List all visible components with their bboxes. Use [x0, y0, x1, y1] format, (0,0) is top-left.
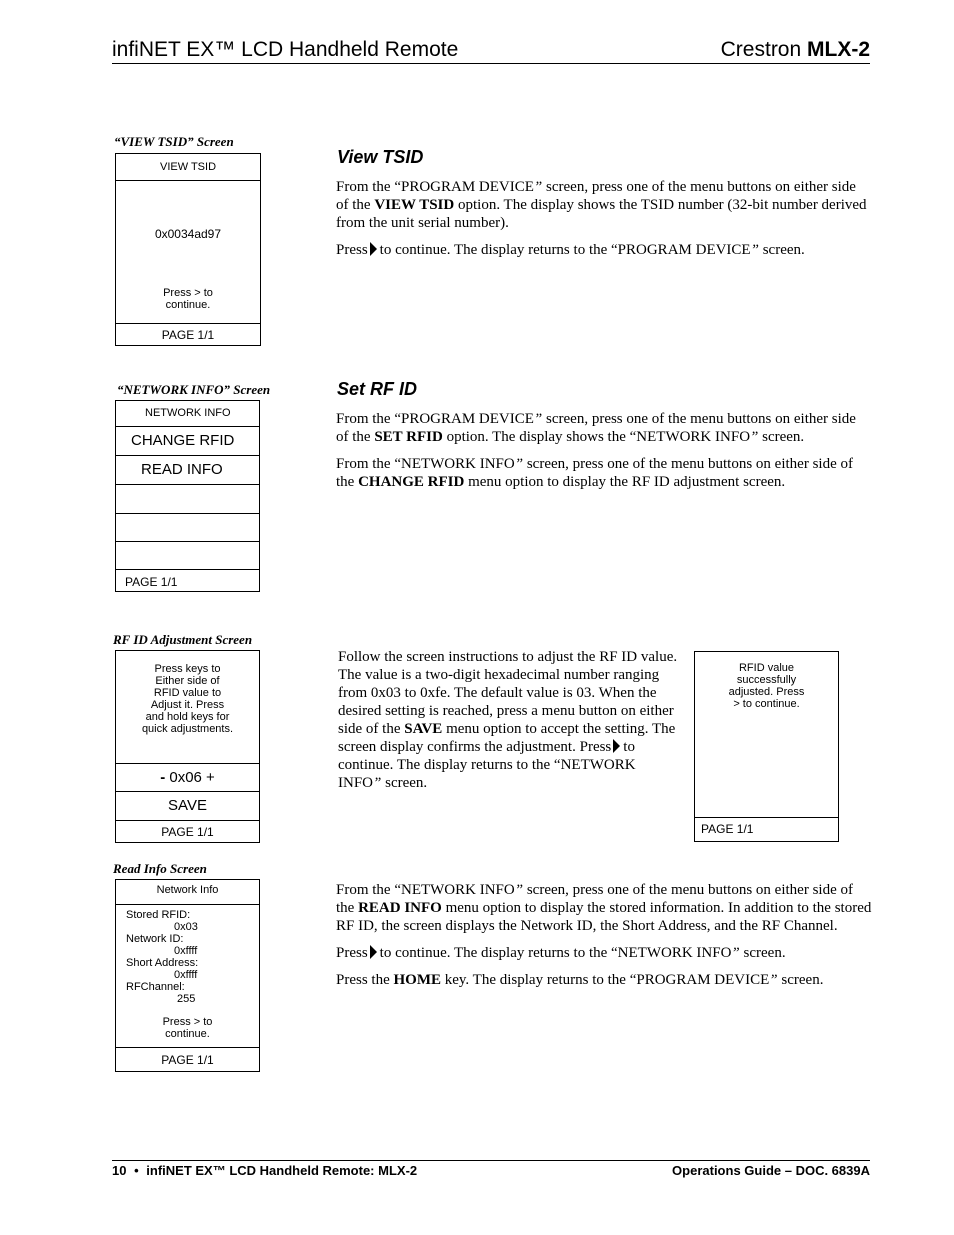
header-product	[721, 38, 870, 62]
text-run: ”	[514, 456, 524, 472]
text-run: From the “PROGRAM DEVICE	[336, 411, 534, 427]
save-menu-option	[116, 791, 259, 821]
footer-doc-title: infiNET EX™ LCD Handheld Remote: MLX-2	[146, 1163, 418, 1178]
read-info-title-text: Network Info	[156, 884, 219, 896]
rfid-value: 0x06 +	[165, 769, 215, 786]
instruction-line: Either side of	[155, 675, 220, 687]
stored-rfid-value: 0x03	[174, 921, 198, 933]
text-run: screen, press one of the menu buttons on either side of the	[336, 179, 856, 213]
header-title	[112, 38, 458, 62]
network-id-value: 0xffff	[174, 945, 198, 957]
confirm-line: RFID value	[738, 662, 795, 674]
read-info-press-line1: Press > to	[162, 1016, 213, 1028]
text-run: ”	[373, 775, 382, 791]
read-info-screen	[115, 879, 260, 1072]
menu-item-empty	[116, 541, 259, 569]
home-bold-term: HOME	[393, 972, 441, 988]
right-arrow-icon	[370, 242, 377, 256]
tsid-value: 0x0034ad97	[154, 227, 222, 241]
header-rule	[112, 63, 870, 64]
tsid-press-line1: Press > to	[163, 287, 213, 299]
set-rf-id-paragraph-1	[336, 410, 872, 446]
view-tsid-title-text: VIEW TSID	[159, 161, 217, 173]
header-brand: Crestron	[720, 38, 807, 61]
confirm-line: successfully	[736, 674, 797, 686]
text-run: screen.	[758, 242, 805, 258]
text-run: ”	[750, 242, 759, 258]
text-run: ”	[769, 972, 778, 988]
text-run: to continue. The display returns to the “NETWORK INFO	[379, 945, 732, 961]
rfid-adjust-instructions	[116, 651, 259, 763]
text-run: option. The display shows the TSID number (32-bit number derived from the unit serial number).	[336, 197, 867, 231]
text-run: ”	[533, 411, 543, 427]
text-run: menu option to accept the setting. The screen display confirms the adjustment. Press	[338, 721, 676, 755]
text-run: From the “NETWORK INFO	[336, 882, 515, 898]
text-run: to continue. The display returns to the “PROGRAM DEVICE	[379, 242, 751, 258]
footer-rule	[112, 1160, 870, 1161]
confirm-line: adjusted. Press	[728, 686, 805, 698]
rfid-adjust-text	[338, 648, 682, 801]
set-rf-id-heading: Set RF ID	[337, 379, 418, 399]
rfid-confirm-message	[695, 652, 838, 818]
instruction-line: and hold keys for	[145, 711, 230, 723]
network-info-title-text: NETWORK INFO	[145, 407, 231, 419]
read-info-text	[336, 881, 872, 998]
read-info-paragraph-2	[336, 944, 872, 962]
change-rfid-bold-term: CHANGE RFID	[358, 474, 465, 490]
text-run: screen.	[739, 945, 786, 961]
view-tsid-screen-body	[116, 180, 260, 324]
network-info-page	[116, 569, 259, 592]
view-tsid-screen	[115, 153, 261, 346]
text-run: ”	[533, 179, 543, 195]
text-run: screen.	[758, 429, 805, 445]
read-info-press-line2: continue.	[165, 1028, 210, 1040]
read-info-caption: Read Info Screen	[113, 861, 207, 876]
menu-item-label: CHANGE RFID	[131, 432, 235, 449]
text-run: ”	[750, 429, 759, 445]
text-run: Press the	[336, 972, 394, 988]
rfid-confirm-screen	[694, 651, 839, 842]
minus-icon: -	[160, 769, 166, 786]
footer-bullet: •	[134, 1163, 139, 1178]
view-tsid-text	[336, 178, 872, 268]
rfid-adjust-page-text: PAGE 1/1	[161, 825, 214, 839]
read-info-screen-title	[116, 880, 259, 904]
header-model: MLX-2	[807, 38, 870, 61]
text-run: From the “PROGRAM DEVICE	[336, 179, 534, 195]
read-info-bold-term: READ INFO	[358, 900, 442, 916]
menu-item-read-info	[116, 455, 259, 484]
menu-item-empty	[116, 513, 259, 541]
menu-item-change-rfid	[116, 426, 259, 455]
set-rfid-bold-term: SET RFID	[374, 429, 443, 445]
tsid-press-line2: continue.	[165, 299, 211, 311]
header-left-text: infiNET EX™ LCD Handheld Remote	[112, 38, 459, 61]
text-run: Follow the screen instructions to adjust the RF ID value. The value is a two-digit hexadecimal number ranging from 0x03 to 0xfe. The default value is 03. When the desired setting is reached, press a menu button on either side of the	[338, 649, 678, 737]
view-tsid-caption: “VIEW TSID” Screen	[114, 134, 234, 149]
instruction-line: quick adjustments.	[141, 723, 234, 735]
set-rf-id-paragraph-2	[336, 455, 872, 491]
short-address-label: Short Address:	[126, 957, 199, 969]
confirm-line: > to continue.	[733, 698, 800, 710]
footer-right: Operations Guide – DOC. 6839A	[672, 1163, 870, 1178]
text-run: From the “NETWORK INFO	[336, 456, 515, 472]
text-run: screen, press one of the menu buttons on either side of the	[336, 456, 853, 490]
text-run: screen, press one of the menu buttons on either side of the	[336, 411, 856, 445]
view-tsid-page-text: PAGE 1/1	[161, 328, 215, 342]
instruction-line: Press keys to	[154, 663, 221, 675]
footer-left	[112, 1163, 417, 1178]
read-info-page	[116, 1047, 259, 1072]
view-tsid-bold-term: VIEW TSID	[374, 197, 455, 213]
text-run: menu option to display the RF ID adjustment screen.	[464, 474, 786, 490]
rf-channel-label: RFChannel:	[126, 981, 185, 993]
text-run: menu option to display the stored information. In addition to the stored RF ID, the screen displays the Network ID, the Short Address, and the RF Channel.	[336, 900, 872, 934]
text-run: screen.	[381, 775, 428, 791]
right-arrow-icon	[613, 739, 620, 753]
text-run: ”	[514, 882, 524, 898]
view-tsid-paragraph-1	[336, 178, 872, 232]
network-id-label: Network ID:	[126, 933, 184, 945]
rfid-confirm-page-text: PAGE 1/1	[701, 822, 754, 836]
rfid-value-adjuster	[116, 763, 259, 791]
view-tsid-paragraph-2	[336, 241, 872, 259]
set-rf-id-text	[336, 410, 872, 500]
short-address-value: 0xffff	[174, 969, 198, 981]
view-tsid-heading: View TSID	[337, 147, 424, 167]
rfid-confirm-page	[695, 817, 838, 842]
view-tsid-screen-title	[116, 154, 260, 180]
rfid-adjust-caption: RF ID Adjustment Screen	[113, 632, 253, 647]
rfid-adjust-paragraph	[338, 648, 682, 792]
menu-item-empty	[116, 484, 259, 513]
rfid-adjust-page	[116, 820, 259, 843]
network-info-page-text: PAGE 1/1	[125, 575, 178, 589]
menu-item-label: READ INFO	[141, 461, 223, 478]
read-info-paragraph-3	[336, 971, 872, 989]
text-run: Press	[336, 242, 368, 258]
rfid-adjust-screen	[115, 650, 260, 843]
save-label: SAVE	[168, 797, 207, 814]
text-run: Press	[336, 945, 368, 961]
network-info-caption: “NETWORK INFO” Screen	[117, 382, 271, 397]
text-run: screen.	[777, 972, 824, 988]
instruction-line: Adjust it. Press	[150, 699, 225, 711]
text-run: key. The display returns to the “PROGRAM DEVICE	[441, 972, 770, 988]
text-run: screen, press one of the menu buttons on either side of the	[336, 882, 853, 916]
page-number: 10	[112, 1163, 127, 1178]
rf-channel-value: 255	[177, 993, 196, 1005]
text-run: ”	[731, 945, 740, 961]
network-info-screen-title	[116, 401, 259, 426]
text-run: option. The display shows the “NETWORK INFO	[442, 429, 751, 445]
stored-rfid-label: Stored RFID:	[126, 909, 191, 921]
read-info-paragraph-1	[336, 881, 872, 935]
read-info-page-text: PAGE 1/1	[161, 1053, 214, 1067]
right-arrow-icon	[370, 945, 377, 959]
view-tsid-page	[116, 323, 260, 346]
network-info-screen	[115, 400, 260, 592]
read-info-screen-body	[116, 904, 259, 1047]
save-bold-term: SAVE	[404, 721, 443, 737]
instruction-line: RFID value to	[153, 687, 222, 699]
text-run: to continue. The display returns to the “NETWORK INFO	[338, 739, 636, 791]
